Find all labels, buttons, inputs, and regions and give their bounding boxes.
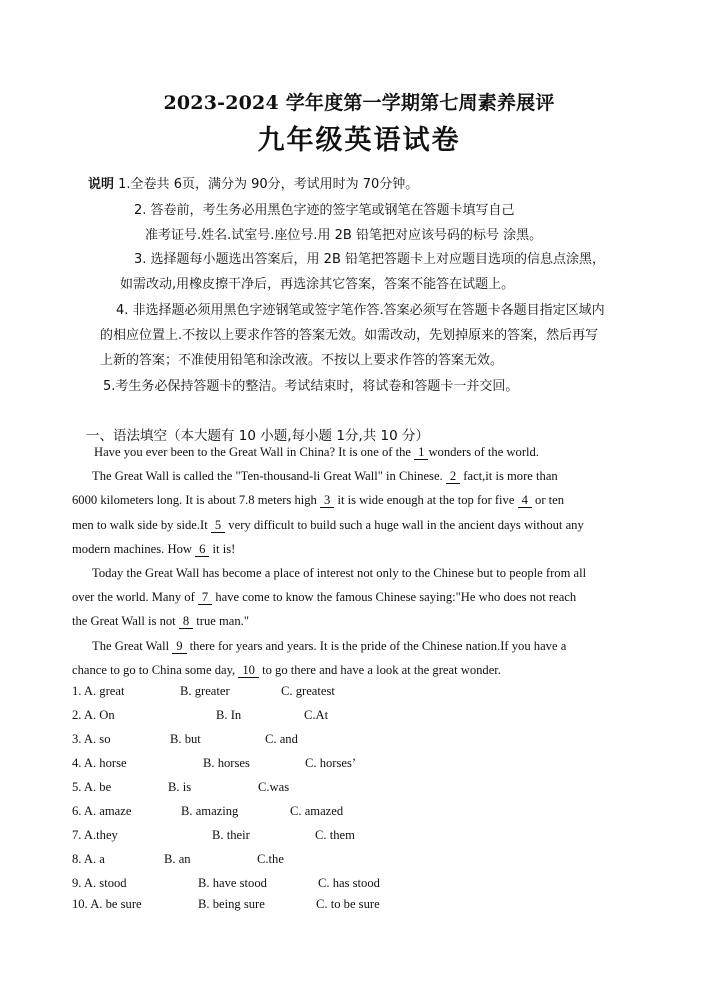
option-a: 3. A. so — [72, 732, 111, 746]
option-c: C. amazed — [290, 804, 344, 818]
passage-line — [72, 634, 648, 658]
passage-line — [72, 537, 648, 561]
blank-1: 1 — [414, 445, 428, 460]
passage-text: Have you ever been to the Great Wall in China? It is one of the — [94, 445, 415, 459]
option-c: C. and — [265, 732, 298, 746]
option-c: C. greatest — [281, 684, 335, 698]
option-c: C. to be sure — [316, 897, 380, 911]
option-b: B. an — [164, 852, 191, 866]
note-1-text: 1.全卷共 6页，满分为 90分，考试用时为 70分钟。 — [118, 177, 419, 192]
passage-line — [72, 609, 648, 633]
passage-text: to go there and have a look at the great wonder. — [258, 662, 501, 677]
option-a: 2. A. On — [72, 708, 115, 722]
passage-text: 6000 kilometers long. It is about 7.8 meters high — [72, 493, 320, 508]
option-b: B. but — [170, 732, 201, 746]
option-a: 1. A. great — [72, 684, 125, 698]
option-c: C. horses’ — [305, 756, 357, 770]
option-a: 10. A. be sure — [72, 897, 142, 911]
option-b: B. have stood — [198, 876, 267, 890]
passage-text: over the world. Many of — [72, 590, 198, 605]
passage-text: modern machines. How — [72, 541, 196, 556]
passage-line: Today the Great Wall has become a place of interest not only to the Chinese but to people from all — [92, 566, 587, 581]
blank-4: 4 — [518, 493, 532, 508]
note-4a: 4. 非选择题必须用黑色字迹钢笔或签字笔作答.答案必须写在答题卡各题目指定区域内 — [116, 303, 605, 318]
passage-text: The Great Wall — [92, 638, 173, 653]
passage-text: very difficult to build such a huge wall in the ancient days without any — [225, 517, 584, 532]
section-heading: 一、语法填空（本大题有 10 小题,每小题 1分,共 10 分） — [86, 428, 429, 444]
option-c: C.the — [257, 852, 284, 866]
option-c: C. has stood — [318, 876, 380, 890]
blank-8: 8 — [179, 614, 193, 629]
note-5: 5.考生务必保持答题卡的整洁。考试结束时，将试卷和答题卡一并交回。 — [103, 379, 519, 394]
option-b: B. greater — [180, 684, 230, 698]
option-a: 8. A. a — [72, 852, 105, 866]
exam-title: 2023-2024 学年度第一学期第七周素养展评 — [163, 92, 555, 114]
note-1 — [88, 176, 418, 194]
option-b: B. their — [212, 828, 250, 842]
passage-text: chance to go to China some day, — [72, 662, 239, 677]
passage-text: it is! — [209, 541, 236, 556]
passage-line — [72, 464, 648, 488]
passage-line — [72, 440, 648, 464]
option-b: B. is — [168, 780, 192, 794]
option-a: 5. A. be — [72, 780, 112, 794]
passage-line — [72, 658, 648, 682]
blank-5: 5 — [211, 518, 225, 533]
passage-text: the Great Wall is not — [72, 614, 179, 629]
note-4b: 的相应位置上.不按以上要求作答的答案无效。如需改动，先划掉原来的答案，然后再写 — [100, 328, 599, 343]
exam-subtitle: 九年级英语试卷 — [257, 125, 461, 156]
passage-text: it is wide enough at the top for five — [334, 493, 518, 508]
blank-9: 9 — [172, 639, 186, 654]
passage-text: The Great Wall is called the "Ten-thousand-li Great Wall" in Chinese. — [92, 469, 446, 484]
option-b: B. amazing — [181, 804, 239, 818]
note-label: 说明 — [88, 177, 115, 192]
option-c: C.At — [304, 708, 329, 722]
passage-text: or ten — [531, 493, 565, 508]
blank-7: 7 — [198, 590, 212, 605]
passage-text: true man." — [193, 614, 249, 629]
option-a: 4. A. horse — [72, 756, 127, 770]
option-b: B. In — [216, 708, 242, 722]
note-2a: 2. 答卷前，考生务必用黑色字迹的签字笔或钢笔在答题卡填写自己 — [134, 203, 515, 218]
option-a: 9. A. stood — [72, 876, 127, 890]
option-a: 7. A.they — [72, 828, 118, 842]
blank-3: 3 — [320, 493, 334, 508]
blank-6: 6 — [195, 542, 209, 557]
passage-line — [72, 585, 648, 609]
note-4c: 上新的答案；不准使用铅笔和涂改液。不按以上要求作答的答案无效。 — [100, 353, 504, 368]
passage-line — [72, 513, 648, 537]
passage-text: wonders of the world. — [428, 445, 539, 459]
note-2b: 准考证号.姓名.试室号.座位号.用 2B 铅笔把对应该号码的标号 涂黑。 — [145, 228, 543, 243]
passage — [72, 440, 648, 682]
passage-text: have come to know the famous Chinese saying:"He who does not reach — [212, 590, 577, 605]
option-c: C. them — [315, 828, 355, 842]
option-b: B. horses — [203, 756, 250, 770]
option-b: B. being sure — [198, 897, 265, 911]
option-a: 6. A. amaze — [72, 804, 132, 818]
note-3b: 如需改动,用橡皮擦干净后，再选涂其它答案，答案不能答在试题上。 — [120, 277, 515, 292]
blank-2: 2 — [446, 469, 460, 484]
passage-text: there for years and years. It is the pride of the Chinese nation.If you have a — [186, 638, 567, 653]
note-3a: 3. 选择题每小题选出答案后，用 2B 铅笔把答题卡上对应题目选项的信息点涂黑， — [134, 252, 605, 267]
option-c: C.was — [258, 780, 290, 794]
passage-line — [72, 488, 648, 512]
passage-text: men to walk side by side.It — [72, 517, 211, 532]
blank-10: 10 — [238, 663, 259, 678]
passage-text: fact,it is more than — [460, 469, 558, 484]
